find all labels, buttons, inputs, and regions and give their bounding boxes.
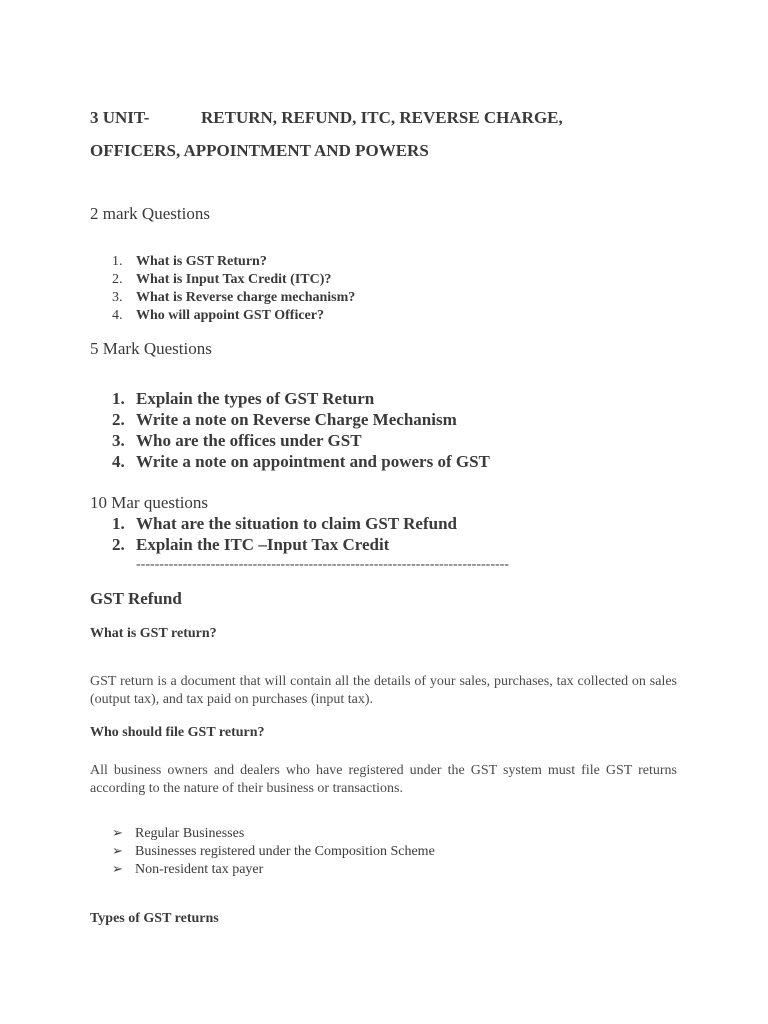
list-item [112,290,355,306]
list-item [112,389,374,409]
dashed-divider: -------------------------------------------------------------------------------- [136,557,509,572]
who-should-file-heading: Who should file GST return? [90,725,265,740]
list-item [112,514,457,534]
five-mark-heading: 5 Mark Questions [90,339,212,358]
arrow-bullet-icon: ➢ [112,862,123,877]
list-item [112,410,457,430]
list-number: 1. [112,514,125,533]
question-text: What is GST Return? [136,254,267,269]
arrow-bullet-icon: ➢ [112,844,123,859]
question-text: Explain the ITC –Input Tax Credit [136,535,390,554]
question-text: What is Reverse charge mechanism? [136,290,356,305]
list-item [112,272,331,288]
what-is-gst-return-heading: What is GST return? [90,626,217,641]
list-item [112,431,362,451]
unit-label: 3 UNIT- [90,108,150,127]
list-item [112,254,267,270]
unit-title-line2: OFFICERS, APPOINTMENT AND POWERS [90,141,429,160]
question-text: Who will appoint GST Officer? [136,308,324,323]
question-text: Who are the offices under GST [136,431,362,450]
list-item [112,844,435,860]
gst-refund-heading: GST Refund [90,589,182,608]
list-item [112,862,263,878]
what-is-gst-return-paragraph: GST return is a document that will contain all the details of your sales, purchases, tax collected on sales (output tax), and tax paid on purchases (input tax). [90,674,677,707]
unit-title-line1: RETURN, REFUND, ITC, REVERSE CHARGE, [201,108,563,127]
question-text: What is Input Tax Credit (ITC)? [136,272,332,287]
bullet-text: Businesses registered under the Composition Scheme [135,844,435,859]
question-text: What are the situation to claim GST Refund [136,514,457,533]
list-number: 2. [112,535,125,554]
list-item [112,452,490,472]
types-of-gst-returns-heading: Types of GST returns [90,911,219,926]
list-number: 1. [112,254,123,269]
list-number: 4. [112,452,125,471]
list-number: 4. [112,308,123,323]
list-number: 3. [112,290,123,305]
who-should-file-paragraph: All business owners and dealers who have registered under the GST system must file GST returns according to the nature of their business or transactions. [90,763,677,796]
list-item [112,308,324,324]
list-number: 2. [112,272,123,287]
bullet-text: Regular Businesses [135,826,245,841]
list-number: 3. [112,431,125,450]
question-text: Explain the types of GST Return [136,389,375,408]
list-item [112,535,389,555]
list-item [112,826,244,842]
arrow-bullet-icon: ➢ [112,826,123,841]
two-mark-heading: 2 mark Questions [90,204,210,223]
question-text: Write a note on appointment and powers of GST [136,452,490,471]
list-number: 2. [112,410,125,429]
bullet-text: Non-resident tax payer [135,862,264,877]
ten-mark-heading: 10 Mar questions [90,493,209,512]
question-text: Write a note on Reverse Charge Mechanism [136,410,457,429]
list-number: 1. [112,389,125,408]
